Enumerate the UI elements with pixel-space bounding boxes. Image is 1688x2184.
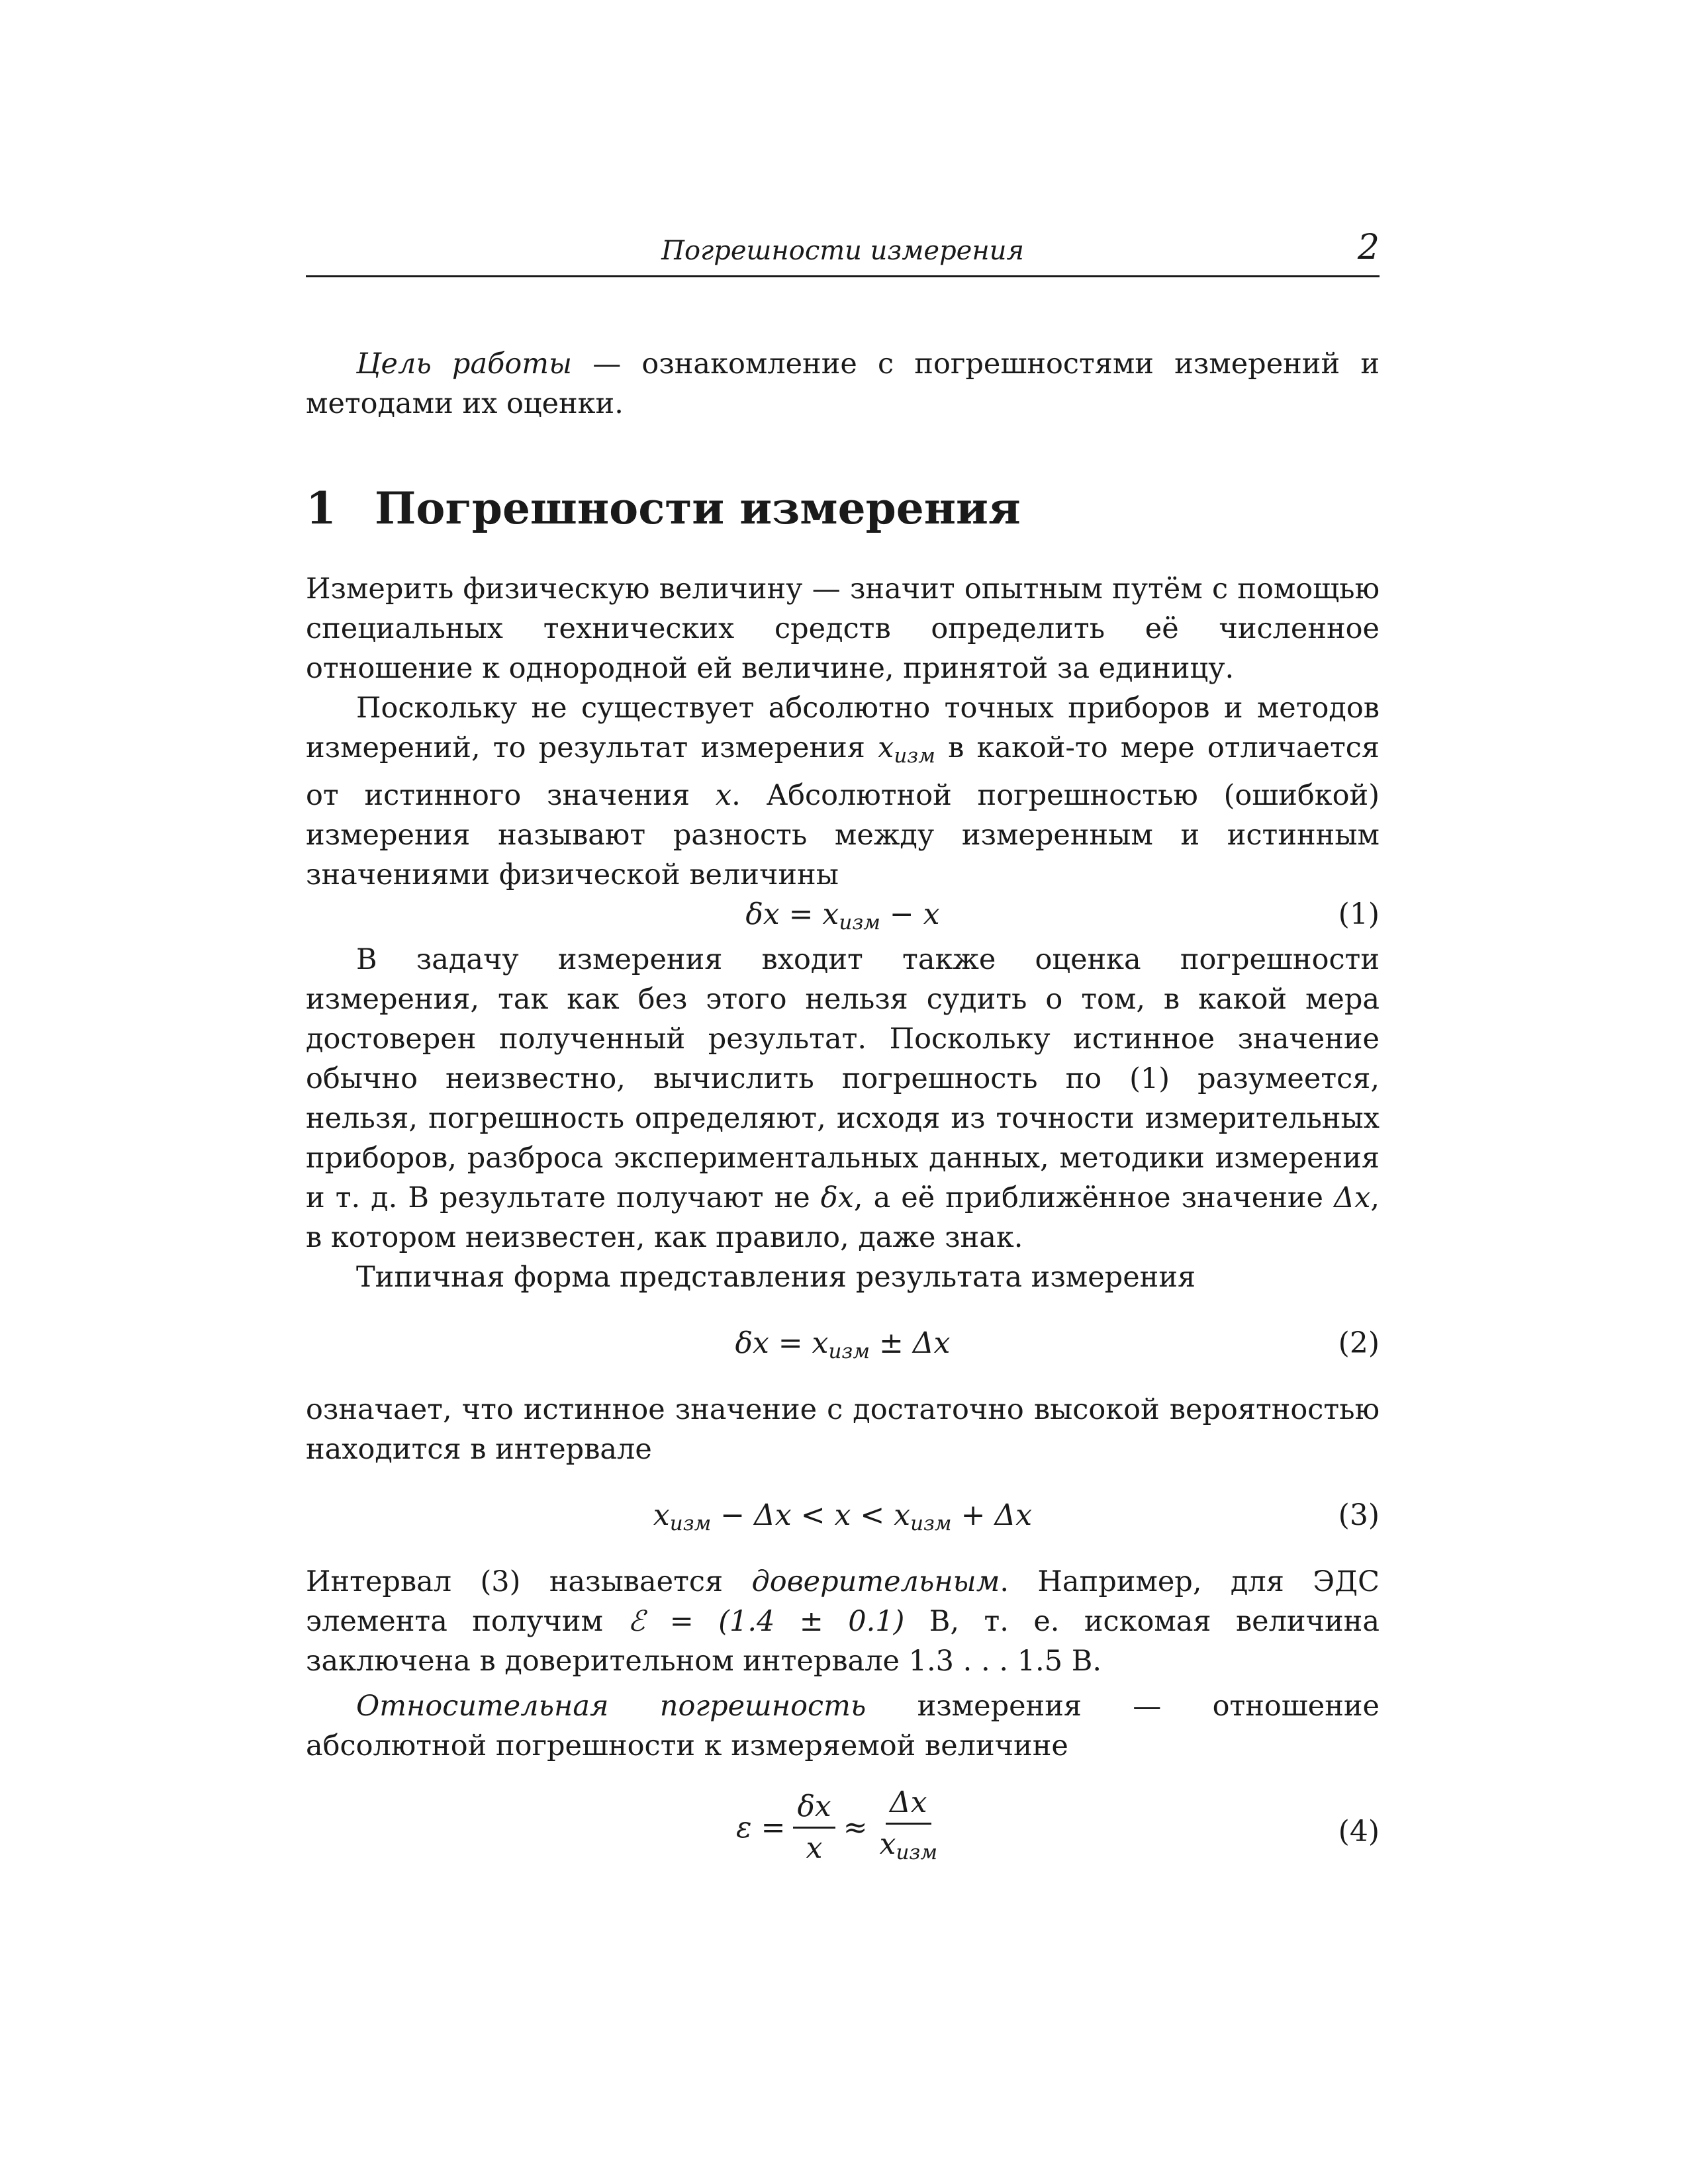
equation-1	[306, 895, 1380, 934]
paragraph-2	[306, 688, 1380, 895]
eq1-lhs: δx = x	[745, 897, 839, 931]
running-header	[306, 228, 1380, 277]
p7-text: измерения — отношение абсолютной погрешности к измеряемой величине	[306, 1690, 1380, 1762]
section-heading	[306, 482, 1380, 535]
equation-1-body	[306, 895, 1380, 942]
eq3-subscript-1: изм	[669, 1512, 712, 1535]
paragraph-3	[306, 940, 1380, 1257]
fraction-2-den-subscript: изм	[896, 1841, 938, 1864]
paragraph-1: Измерить физическую величину — значит опытным путём с помощью специальных технических средств определить её численное отношение к однородной ей величине, принятой за единицу.	[306, 572, 1380, 685]
section-number: 1	[306, 482, 336, 534]
equation-4-number: (4)	[1338, 1815, 1380, 1848]
x-inline: x	[715, 779, 732, 812]
p2-text-a: Поскольку не существует абсолютно точных приборов и методов измерений, то результат измерения	[306, 692, 1380, 764]
p6-term: доверительным	[751, 1565, 1000, 1598]
running-title: Погрешности измерения	[661, 236, 1024, 266]
intro-text: — ознакомление с погрешностями измерений и методами их оценки.	[306, 347, 1380, 420]
fraction-2-numerator: Δx	[886, 1786, 931, 1825]
section-title: Погрешности измерения	[375, 482, 1021, 534]
p6-text-d: , т. е. искомая величина заключена в доверительном интервале	[306, 1605, 1380, 1678]
eq3-part-b: − Δx < x < x	[711, 1498, 911, 1532]
fraction-1-numerator: δx	[793, 1790, 835, 1829]
p2-text-b: в какой-то мере отличается от истинного значения	[306, 731, 1380, 812]
approx-sign: ≈	[843, 1810, 868, 1844]
eq1-rhs: − x	[880, 897, 940, 931]
x-symbol: x	[878, 731, 894, 764]
eq2-rhs: ± Δx	[870, 1326, 951, 1360]
equation-2-number: (2)	[1338, 1326, 1380, 1360]
equation-1-number: (1)	[1338, 897, 1380, 931]
emf-unit: В	[904, 1605, 951, 1638]
fraction-2-den-x: x	[879, 1827, 896, 1861]
p6-text-a: Интервал (3) называется	[306, 1565, 752, 1598]
x-izm-inline	[878, 731, 935, 768]
p6-text-e: .	[1092, 1645, 1102, 1678]
emf-value: ℰ = (1.4 ± 0.1)	[628, 1605, 905, 1638]
eq1-subscript: изм	[839, 911, 880, 934]
p3-text-c: , в котором неизвестен, как правило, даже знак.	[306, 1181, 1380, 1254]
delta-x-inline: δx	[820, 1181, 854, 1214]
equation-4	[306, 1786, 1380, 1878]
interval-value: 1.3 . . . 1.5	[908, 1645, 1063, 1678]
p3-text-b: , а её приближённое значение	[853, 1181, 1335, 1214]
fraction-1-denominator: x	[806, 1831, 823, 1865]
paragraph-6	[306, 1562, 1380, 1681]
izm-subscript: изм	[894, 744, 935, 768]
equation-3	[306, 1496, 1380, 1535]
p2-text-c: . Абсолютной погрешностью (ошибкой) измерения называют разность между измеренным и истинным значениями физической величины	[306, 779, 1380, 891]
p7-term: Относительная погрешность	[356, 1690, 867, 1723]
p6-text-c: . Например, для ЭДС элемента получим	[306, 1565, 1380, 1638]
page-body	[306, 344, 1380, 1878]
equation-3-body	[306, 1496, 1380, 1543]
fraction-2	[876, 1786, 941, 1870]
fraction-2-denominator	[876, 1825, 941, 1870]
paragraph-5: означает, что истинное значение с достаточно высокой вероятностью находится в интервале	[306, 1393, 1380, 1466]
p3-text-a: В задачу измерения входит также оценка погрешности измерения, так как без этого нельзя судить о том, в какой мера достоверен полученный результат. Поскольку истинное значение обычно неизвестно, вычислить погрешность по (1) разумеется, нельзя, погрешность определяют, исходя из точности измерительных приборов, разброса экспериментальных данных, методики измерения и т. д. В результате получают не	[306, 943, 1380, 1214]
eq3-subscript-2: изм	[910, 1512, 952, 1535]
equation-2	[306, 1324, 1380, 1363]
Delta-x-inline: Δx	[1334, 1181, 1371, 1214]
eq4-epsilon: ε =	[735, 1810, 786, 1844]
interval-unit: В	[1062, 1645, 1093, 1678]
eq2-subscript: изм	[828, 1340, 870, 1363]
fraction-1	[793, 1790, 835, 1866]
eq2-lhs: δx = x	[735, 1326, 829, 1360]
equation-4-body	[306, 1786, 1380, 1870]
page-number: 2	[1357, 228, 1380, 267]
paragraph-4: Типичная форма представления результата измерения	[356, 1261, 1196, 1294]
intro-paragraph	[306, 344, 1380, 424]
eq3-part-c: + Δx	[951, 1498, 1033, 1532]
equation-3-number: (3)	[1338, 1498, 1380, 1532]
intro-lead: Цель работы	[356, 347, 573, 381]
paragraph-7	[306, 1686, 1380, 1766]
eq3-part-a: x	[653, 1498, 670, 1532]
equation-2-body	[306, 1324, 1380, 1371]
